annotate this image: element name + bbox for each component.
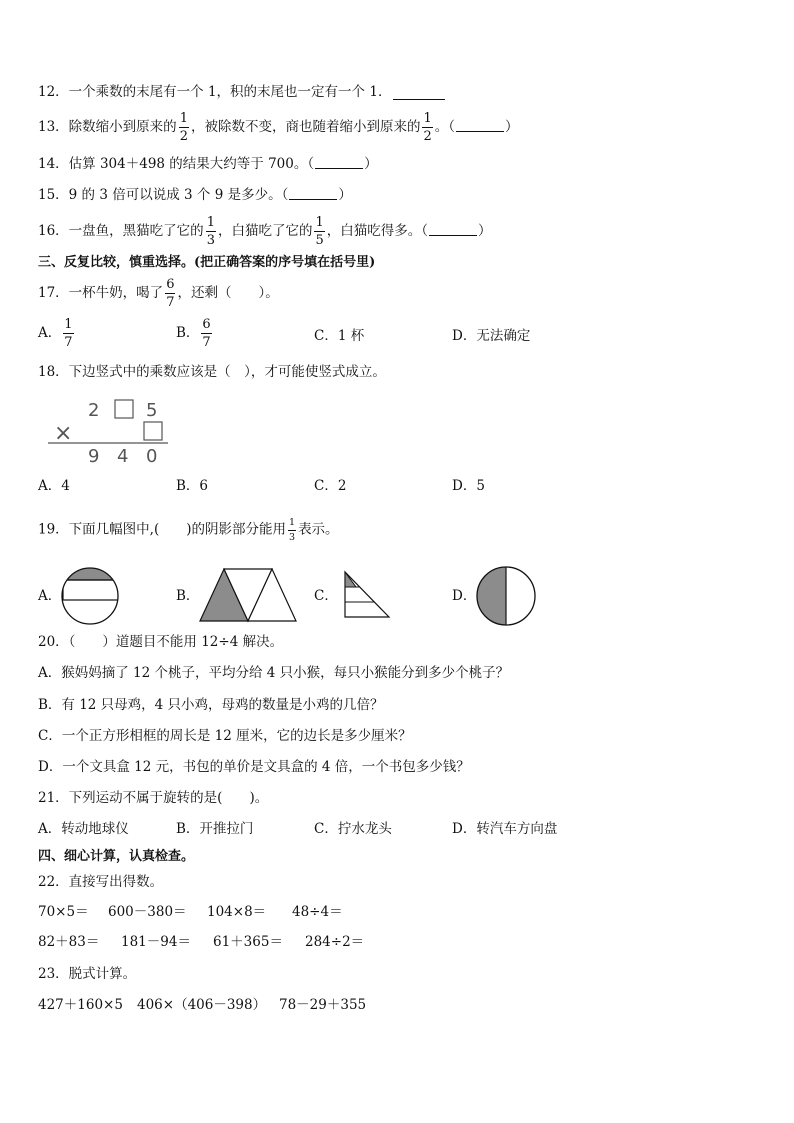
calc-item: 284÷2＝ bbox=[305, 934, 365, 950]
answer-blank[interactable] bbox=[393, 98, 445, 100]
option-18-a[interactable]: A．4 bbox=[38, 478, 70, 494]
option-19-d[interactable]: D． bbox=[452, 588, 477, 604]
figure-d-circle[interactable] bbox=[476, 565, 536, 627]
figure-a-circle[interactable] bbox=[61, 567, 121, 627]
expression-item: 78－29＋355 bbox=[279, 997, 367, 1013]
close-paren: ） bbox=[338, 187, 352, 203]
question-13-text-start: 13．除数缩小到原来的 bbox=[38, 119, 177, 135]
question-12-text: 12．一个乘数的末尾有一个 1，积的末尾也一定有一个 1． bbox=[38, 84, 392, 100]
option-19-c[interactable]: C． bbox=[314, 588, 338, 604]
question-19 bbox=[38, 518, 339, 542]
fraction-one-seventh: $\frac{1}{7}$ bbox=[64, 317, 73, 350]
option-18-d[interactable]: D．5 bbox=[452, 478, 485, 494]
fraction-one-third: $\frac{1}{3}$ bbox=[206, 215, 215, 248]
question-16 bbox=[38, 216, 492, 247]
calc-item: 600－380＝ bbox=[108, 904, 187, 920]
calc-item: 82＋83＝ bbox=[38, 934, 100, 950]
digit-product-1: 9 bbox=[88, 446, 100, 467]
question-12 bbox=[38, 86, 445, 100]
blank-box-multiplier[interactable] bbox=[144, 422, 162, 440]
option-19-a[interactable]: A． bbox=[38, 588, 62, 604]
question-17-text-end: ，还剩（ ）。 bbox=[177, 285, 279, 301]
option-17-b[interactable]: B． $\frac{6}{7}$ bbox=[176, 317, 211, 350]
option-18-c[interactable]: C．2 bbox=[314, 478, 347, 494]
question-19-text-start: 19．下面几幅图中,( )的阴影部分能用 bbox=[38, 521, 287, 538]
fraction-one-fifth: $\frac{1}{5}$ bbox=[315, 215, 324, 248]
question-13-text-end: 。（ bbox=[434, 119, 455, 135]
option-19-b[interactable]: B． bbox=[176, 588, 200, 604]
question-19-text-end: 表示。 bbox=[298, 521, 339, 538]
option-17-a[interactable]: A． $\frac{1}{7}$ bbox=[38, 317, 73, 350]
question-15-text: 15．9 的 3 倍可以说成 3 个 9 是多少。（ bbox=[38, 187, 289, 203]
question-21: 21．下列运动不属于旋转的是( )。 bbox=[38, 790, 269, 806]
question-18: 18．下边竖式中的乘数应该是（ ），才可能使竖式成立。 bbox=[38, 364, 386, 380]
option-20-c[interactable]: C．一个正方形相框的周长是 12 厘米，它的边长是多少厘米？ bbox=[38, 728, 412, 744]
question-13 bbox=[38, 112, 519, 143]
close-paren: ） bbox=[364, 156, 378, 172]
close-paren: ） bbox=[478, 223, 492, 239]
option-21-c[interactable]: C．拧水龙头 bbox=[314, 821, 392, 837]
answer-blank[interactable] bbox=[289, 199, 337, 200]
answer-blank[interactable] bbox=[315, 168, 363, 169]
question-16-text-start: 16．一盘鱼，黑猫吃了它的 bbox=[38, 223, 204, 239]
answer-blank[interactable] bbox=[429, 235, 477, 236]
question-16-text-mid: ，白猫吃了它的 bbox=[217, 223, 313, 239]
question-14-text: 14．估算 304＋498 的结果大约等于 700。（ bbox=[38, 156, 315, 172]
digit-product-2: 4 bbox=[117, 446, 129, 467]
digit-top-3: 5 bbox=[146, 400, 158, 421]
calc-item: 181－94＝ bbox=[121, 934, 191, 950]
question-13-text-mid: ，被除数不变，商也随着缩小到原来的 bbox=[190, 119, 421, 135]
option-20-d[interactable]: D．一个文具盒 12 元，书包的单价是文具盒的 4 倍，一个书包多少钱？ bbox=[38, 759, 470, 775]
question-17 bbox=[38, 278, 279, 309]
digit-top-1: 2 bbox=[88, 400, 100, 421]
option-21-d[interactable]: D．转汽车方向盘 bbox=[452, 821, 558, 837]
option-17-d[interactable]: D．无法确定 bbox=[452, 328, 531, 344]
fraction-six-sevenths: $\frac{6}{7}$ bbox=[166, 277, 175, 310]
question-15 bbox=[38, 189, 352, 203]
option-20-a[interactable]: A．猴妈妈摘了 12 个桃子，平均分给 4 只小猴，每只小猴能分到多少个桃子？ bbox=[38, 665, 510, 681]
option-18-b[interactable]: B．6 bbox=[176, 478, 209, 494]
option-20-b[interactable]: B．有 12 只母鸡，4 只小鸡，母鸡的数量是小鸡的几倍？ bbox=[38, 697, 384, 713]
fraction-six-sevenths: $\frac{6}{7}$ bbox=[202, 317, 211, 350]
question-22: 22．直接写出得数。 bbox=[38, 874, 164, 890]
times-sign: × bbox=[54, 421, 73, 446]
question-16-text-end: ，白猫吃得多。（ bbox=[326, 223, 428, 239]
fraction-one-third: $\frac{1}{3}$ bbox=[289, 517, 296, 543]
section-4-heading: 四、细心计算，认真检查。 bbox=[38, 849, 195, 864]
answer-blank[interactable] bbox=[456, 131, 504, 132]
question-23: 23．脱式计算。 bbox=[38, 966, 137, 982]
question-20: 20．（ ）道题目不能用 12÷4 解决。 bbox=[38, 634, 284, 650]
figure-c-triangle[interactable] bbox=[343, 570, 391, 620]
section-3-heading: 三、反复比较，慎重选择。(把正确答案的序号填在括号里) bbox=[38, 255, 376, 270]
calc-item: 48÷4＝ bbox=[292, 904, 343, 920]
digit-product-3: 0 bbox=[146, 446, 158, 467]
calc-item: 70×5＝ bbox=[38, 904, 89, 920]
expression-item: 406×（406－398） bbox=[137, 997, 267, 1013]
question-14 bbox=[38, 158, 378, 172]
calc-item: 61＋365＝ bbox=[213, 934, 283, 950]
vertical-multiplication bbox=[48, 398, 178, 468]
expression-item: 427＋160×5 bbox=[38, 997, 123, 1013]
option-21-b[interactable]: B．开推拉门 bbox=[176, 821, 254, 837]
option-21-a[interactable]: A．转动地球仪 bbox=[38, 821, 129, 837]
close-paren: ） bbox=[505, 119, 519, 135]
calc-item: 104×8＝ bbox=[207, 904, 267, 920]
blank-box-top[interactable] bbox=[115, 400, 133, 418]
option-17-c[interactable]: C．1 杯 bbox=[314, 328, 365, 344]
figure-b-triangles[interactable] bbox=[198, 567, 298, 623]
question-17-text-start: 17．一杯牛奶，喝了 bbox=[38, 285, 164, 301]
fraction-one-half: $\frac{1}{2}$ bbox=[179, 111, 188, 144]
fraction-one-half: $\frac{1}{2}$ bbox=[423, 111, 432, 144]
